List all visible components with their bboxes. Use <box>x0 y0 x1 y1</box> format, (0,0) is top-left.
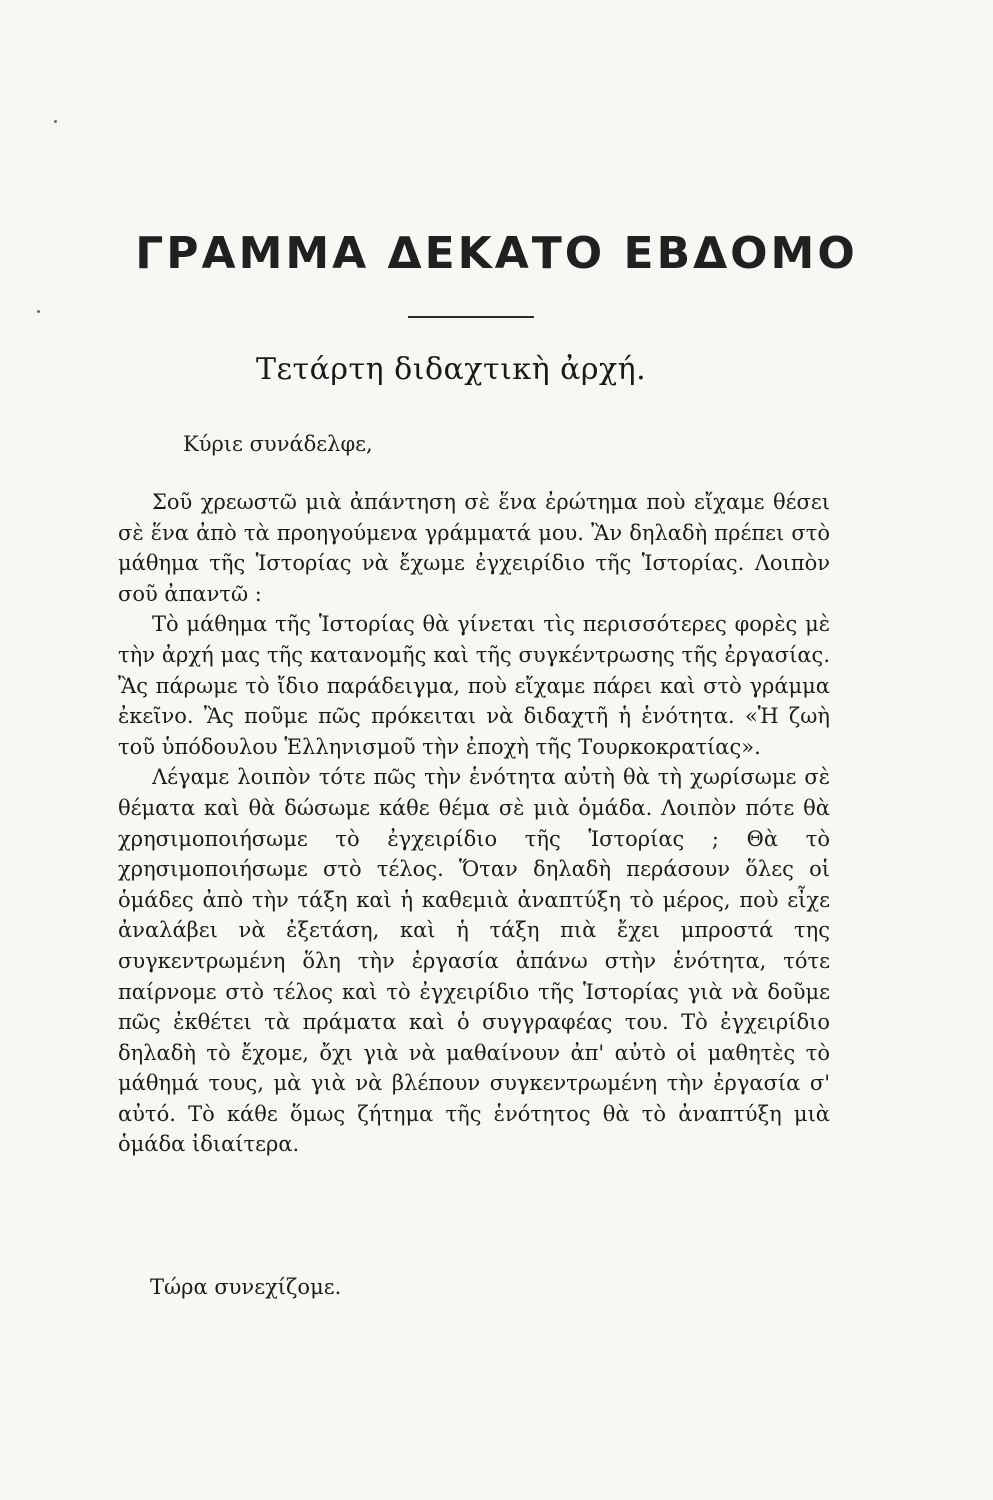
letter-body <box>118 487 830 1160</box>
paragraph-2: Τὸ μάθημα τῆς Ἱστορίας θὰ γίνεται τὶς περισσότερες φορὲς μὲ τὴν ἀρχή μας τῆς κατανομῆς καὶ τῆς συγκέντρωσης τῆς ἐργασίας. Ἂς πάρωμε τὸ ἴδιο παράδειγμα, ποὺ εἴχαμε πάρει καὶ στὸ γράμμα ἐκεῖνο. Ἂς ποῦμε πῶς πρόκειται νὰ διδαχτῆ ἡ ἑνότητα. «Ἡ ζωὴ τοῦ ὑπόδουλου Ἑλληνισμοῦ τὴν ἐποχὴ τῆς Τουρκοκρατίας». <box>118 612 830 759</box>
letter-heading: ΓΡΑΜΜΑ ΔΕΚΑΤΟ ΕΒΔΟΜΟ <box>135 228 858 279</box>
paragraph-3: Λέγαμε λοιπὸν τότε πῶς τὴν ἑνότητα αὐτὴ θὰ τὴ χωρίσωμε σὲ θέματα καὶ θὰ δώσωμε κάθε θέμα σὲ μιὰ ὁμάδα. Λοιπὸν πότε θὰ χρησιμοποιήσωμε τὸ ἐγχειρίδιο τῆς Ἱστορίας ; Θὰ τὸ χρησιμοποιήσωμε στὸ τέλος. Ὅταν δηλαδὴ περάσουν ὅλες οἱ ὁμάδες ἀπὸ τὴν τάξη καὶ ἡ καθεμιὰ ἀναπτύξη τὸ μέρος, ποὺ εἶχε ἀναλάβει νὰ ἐξετάση, καὶ ἡ τάξη πιὰ ἔχει μπροστά της συγκεντρωμένη ὅλη τὴν ἐργασία ἀπάνω στὴν ἑνότητα, τότε παίρνομε στὸ τέλος καὶ τὸ ἐγχειρίδιο τῆς Ἱστορίας γιὰ νὰ δοῦμε πῶς ἐκθέτει τὰ πράματα καὶ ὁ συγγραφέας του. Τὸ ἐγχειρίδιο δηλαδὴ τὸ ἔχομε, ὄχι γιὰ νὰ μαθαίνουν ἀπ' αὐτὸ οἱ μαθητὲς τὸ μάθημά τους, μὰ γιὰ νὰ βλέπουν συγκεντρωμένη τὴν ἐργασία σ' αὐτό. Τὸ κάθε ὅμως ζήτημα τῆς ἑνότητος θὰ τὸ ἀναπτύξη μιὰ ὁμάδα ἰδιαίτερα. <box>118 765 830 1157</box>
salutation: Κύριε συνάδελφε, <box>183 432 373 456</box>
heading-rule <box>408 316 534 318</box>
paper-speck <box>54 120 57 123</box>
paragraph-1: Σοῦ χρεωστῶ μιὰ ἀπάντηση σὲ ἕνα ἐρώτημα ποὺ εἴχαμε θέσει σὲ ἕνα ἀπὸ τὰ προηγούμενα γράμματά μου. Ἂν δηλαδὴ πρέπει στὸ μάθημα τῆς Ἱστορίας νὰ ἔχωμε ἐγχειρίδιο τῆς Ἱστορίας. Λοιπὸν σοῦ ἀπαντῶ : <box>118 490 830 606</box>
closing-line: Τώρα συνεχίζομε. <box>150 1275 342 1299</box>
letter-subheading: Τετάρτη διδαχτικὴ ἀρχή. <box>256 352 647 387</box>
paper-speck <box>37 310 40 313</box>
